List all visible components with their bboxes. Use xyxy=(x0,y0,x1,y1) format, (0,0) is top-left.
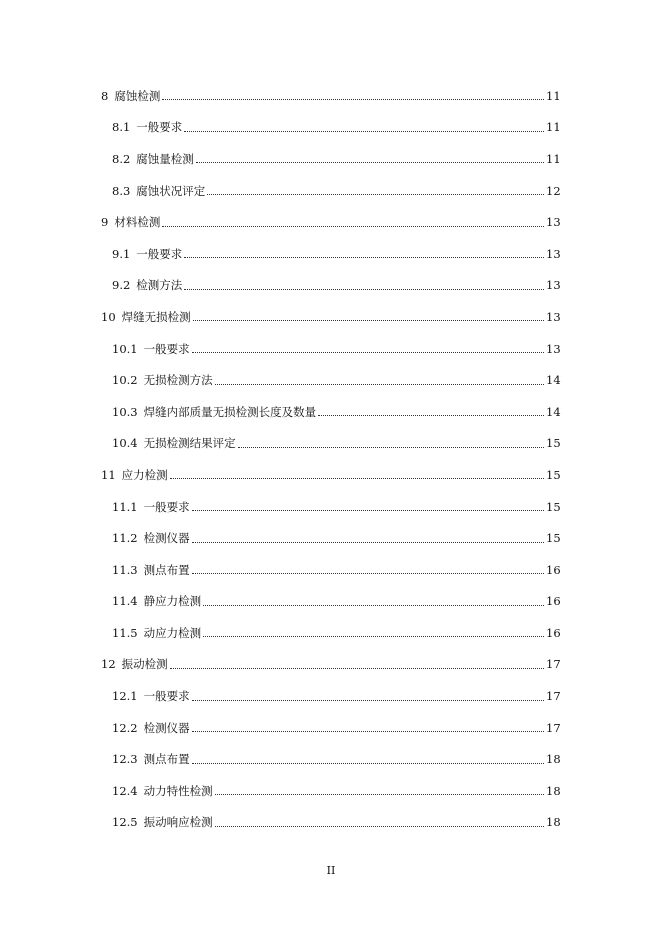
toc-section-entry[interactable] xyxy=(0,428,662,460)
toc-entry-number: 11.1 xyxy=(112,499,138,514)
toc-leader-dots xyxy=(215,794,544,795)
toc-entry-page: 17 xyxy=(546,720,561,735)
toc-entry-number: 9.1 xyxy=(112,246,131,261)
toc-leader-dots xyxy=(238,447,544,448)
toc-entry-number: 8 xyxy=(101,88,109,103)
toc-entry-title: 一般要求 xyxy=(143,689,190,704)
toc-entry-page: 14 xyxy=(546,373,561,388)
toc-leader-dots xyxy=(193,320,544,321)
toc-entry-title: 无损检测方法 xyxy=(143,373,213,388)
toc-entry-title: 一般要求 xyxy=(143,341,190,356)
toc-entry-page: 13 xyxy=(546,341,561,356)
toc-entry-title: 振动响应检测 xyxy=(143,815,213,830)
toc-entry-page: 15 xyxy=(546,467,561,482)
toc-leader-dots xyxy=(184,289,544,290)
toc-section-entry[interactable] xyxy=(0,333,662,365)
toc-entry-page: 16 xyxy=(546,562,561,577)
toc-entry-title: 一般要求 xyxy=(136,246,183,261)
toc-entry-page: 17 xyxy=(546,689,561,704)
toc-entry-page: 15 xyxy=(546,499,561,514)
toc-entry-number: 11.2 xyxy=(112,531,138,546)
toc-entry-title: 检测仪器 xyxy=(143,720,190,735)
toc-entry-page: 13 xyxy=(546,246,561,261)
toc-entry-title: 检测仪器 xyxy=(143,531,190,546)
toc-entry-title: 应力检测 xyxy=(121,467,168,482)
toc-leader-dots xyxy=(192,731,544,732)
toc-section-entry[interactable] xyxy=(0,775,662,807)
toc-leader-dots xyxy=(318,415,544,416)
toc-section-entry[interactable] xyxy=(0,743,662,775)
toc-entry-title: 静应力检测 xyxy=(143,594,202,609)
toc-entry-number: 12.2 xyxy=(112,720,138,735)
toc-section-entry[interactable] xyxy=(0,807,662,839)
toc-entry-title: 动应力检测 xyxy=(143,625,202,640)
toc-entry-title: 一般要求 xyxy=(136,120,183,135)
toc-chapter-entry[interactable] xyxy=(0,649,662,681)
toc-entry-page: 15 xyxy=(546,436,561,451)
toc-chapter-entry[interactable] xyxy=(0,206,662,238)
toc-leader-dots xyxy=(192,542,544,543)
toc-entry-page: 13 xyxy=(546,215,561,230)
toc-entry-number: 12.1 xyxy=(112,689,138,704)
toc-entry-title: 检测方法 xyxy=(136,278,183,293)
toc-leader-dots xyxy=(192,352,544,353)
toc-entry-title: 测点布置 xyxy=(143,752,190,767)
toc-section-entry[interactable] xyxy=(0,554,662,586)
toc-entry-page: 12 xyxy=(546,183,561,198)
toc-entry-page: 15 xyxy=(546,531,561,546)
toc-leader-dots xyxy=(215,826,544,827)
toc-leader-dots xyxy=(192,510,544,511)
toc-entry-number: 10.1 xyxy=(112,341,138,356)
toc-section-entry[interactable] xyxy=(0,680,662,712)
table-of-contents xyxy=(0,80,662,838)
toc-entry-number: 9 xyxy=(101,215,109,230)
toc-entry-title: 无损检测结果评定 xyxy=(143,436,236,451)
toc-chapter-entry[interactable] xyxy=(0,459,662,491)
toc-entry-title: 焊缝内部质量无损检测长度及数量 xyxy=(143,404,317,419)
toc-entry-title: 腐蚀检测 xyxy=(114,88,161,103)
toc-entry-title: 振动检测 xyxy=(121,657,168,672)
toc-entry-number: 10 xyxy=(101,309,116,324)
toc-section-entry[interactable] xyxy=(0,491,662,523)
toc-chapter-entry[interactable] xyxy=(0,80,662,112)
toc-section-entry[interactable] xyxy=(0,396,662,428)
toc-leader-dots xyxy=(192,700,544,701)
toc-chapter-entry[interactable] xyxy=(0,301,662,333)
toc-entry-page: 13 xyxy=(546,278,561,293)
toc-leader-dots xyxy=(184,131,544,132)
toc-entry-page: 11 xyxy=(546,120,561,135)
toc-section-entry[interactable] xyxy=(0,143,662,175)
toc-entry-number: 11.5 xyxy=(112,625,138,640)
toc-entry-number: 12.4 xyxy=(112,783,138,798)
toc-entry-title: 材料检测 xyxy=(114,215,161,230)
toc-entry-number: 11 xyxy=(101,467,116,482)
toc-entry-page: 14 xyxy=(546,404,561,419)
toc-entry-title: 焊缝无损检测 xyxy=(121,309,191,324)
toc-entry-number: 10.3 xyxy=(112,404,138,419)
toc-entry-number: 12.5 xyxy=(112,815,138,830)
toc-entry-page: 16 xyxy=(546,625,561,640)
toc-leader-dots xyxy=(215,384,544,385)
toc-section-entry[interactable] xyxy=(0,238,662,270)
toc-entry-page: 13 xyxy=(546,309,561,324)
toc-entry-page: 18 xyxy=(546,783,561,798)
toc-entry-page: 18 xyxy=(546,815,561,830)
toc-section-entry[interactable] xyxy=(0,522,662,554)
toc-leader-dots xyxy=(196,162,544,163)
toc-leader-dots xyxy=(184,257,544,258)
toc-entry-title: 动力特性检测 xyxy=(143,783,213,798)
toc-section-entry[interactable] xyxy=(0,175,662,207)
toc-entry-number: 11.3 xyxy=(112,562,138,577)
toc-leader-dots xyxy=(162,99,544,100)
toc-section-entry[interactable] xyxy=(0,712,662,744)
toc-entry-title: 腐蚀量检测 xyxy=(136,151,194,166)
toc-entry-number: 10.4 xyxy=(112,436,138,451)
toc-entry-title: 腐蚀状况评定 xyxy=(136,183,206,198)
toc-leader-dots xyxy=(203,605,544,606)
toc-entry-number: 12 xyxy=(101,657,116,672)
toc-section-entry[interactable] xyxy=(0,617,662,649)
toc-leader-dots xyxy=(192,573,544,574)
toc-entry-title: 一般要求 xyxy=(143,499,190,514)
toc-entry-page: 11 xyxy=(546,88,561,103)
toc-leader-dots xyxy=(170,668,544,669)
toc-section-entry[interactable] xyxy=(0,112,662,144)
toc-leader-dots xyxy=(203,636,544,637)
toc-leader-dots xyxy=(192,763,544,764)
toc-leader-dots xyxy=(170,478,544,479)
toc-entry-number: 12.3 xyxy=(112,752,138,767)
toc-entry-number: 9.2 xyxy=(112,278,131,293)
page-number: II xyxy=(326,864,336,877)
toc-entry-page: 16 xyxy=(546,594,561,609)
toc-entry-number: 8.2 xyxy=(112,151,131,166)
toc-leader-dots xyxy=(207,194,544,195)
toc-entry-page: 17 xyxy=(546,657,561,672)
toc-section-entry[interactable] xyxy=(0,364,662,396)
toc-entry-page: 11 xyxy=(546,151,561,166)
toc-entry-number: 10.2 xyxy=(112,373,138,388)
toc-section-entry[interactable] xyxy=(0,270,662,302)
toc-leader-dots xyxy=(162,226,544,227)
toc-entry-title: 测点布置 xyxy=(143,562,190,577)
toc-entry-number: 8.1 xyxy=(112,120,131,135)
toc-entry-number: 11.4 xyxy=(112,594,138,609)
toc-section-entry[interactable] xyxy=(0,586,662,618)
toc-entry-page: 18 xyxy=(546,752,561,767)
toc-entry-number: 8.3 xyxy=(112,183,131,198)
